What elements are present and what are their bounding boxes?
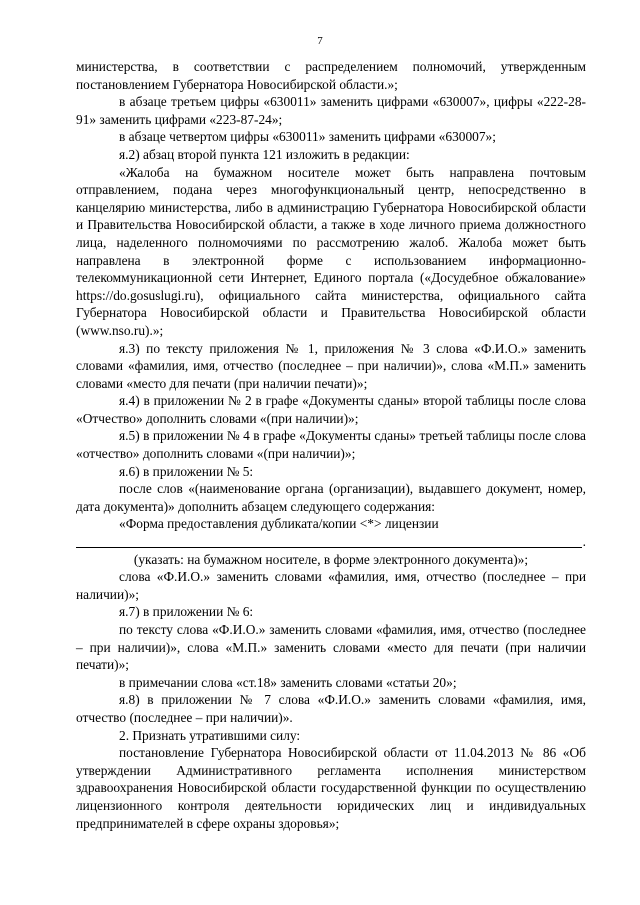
paragraph: в примечании слова «ст.18» заменить словами «статьи 20»; xyxy=(119,674,457,690)
paragraph: в абзаце третьем цифры «630011» заменить цифрами «630007», цифры «222-28-91» заменить цифрами «223-87-24»; xyxy=(76,94,586,127)
fill-in-blank-line xyxy=(76,533,586,551)
paragraph: 2. Признать утратившими силу: xyxy=(119,727,301,743)
paragraph: я.2) абзац второй пункта 121 изложить в редакции: xyxy=(119,146,410,162)
blank-line-end-mark: . xyxy=(582,534,586,550)
paragraph: «Форма предоставления дубликата/копии <*> лицензии xyxy=(119,516,439,532)
paragraph: по тексту слова «Ф.И.О.» заменить словами «фамилия, имя, отчество (последнее – при наличии)», слова «М.П.» заменить словами «место для печати (при наличии печати)»; xyxy=(76,622,586,673)
paragraph: я.6) в приложении № 5: xyxy=(119,463,254,479)
blank-underline xyxy=(76,547,582,548)
paragraph: министерства, в соответствии с распределением полномочий, утвержденным постановлением Губернатора Новосибирской области.»; xyxy=(76,59,586,92)
paragraph: я.8) в приложении № 7 слова «Ф.И.О.» заменить словами «фамилия, имя, отчество (последнее – при наличии)». xyxy=(76,692,586,725)
paragraph: я.7) в приложении № 6: xyxy=(119,604,254,620)
page-number: 7 xyxy=(317,35,323,47)
paragraph: «Жалоба на бумажном носителе может быть направлена почтовым отправлением, подана через многофункциональный центр, непосредственно в канцелярию министерства, либо в администрацию Губернатора Новосибирской области и Правительства Новосибирской области, а также в ходе личного приема должностного лица, наделенного полномочиями по рассмотрению жалоб. Жалоба может быть направлена в электронной форме с использованием информационно-телекоммуникационной сети Интернет, Единого портала («Досудебное обжалование» https://do.gosuslugi.ru), официального сайта министерства, официального сайта Губернатора Новосибирской области и Правительства Новосибирской области (www.nso.ru).»; xyxy=(76,164,586,338)
paragraph: я.3) по тексту приложения № 1, приложения № 3 слова «Ф.И.О.» заменить словами «фамилия, имя, отчество (последнее – при наличии)», слова «М.П.» заменить словами «место для печати (при наличии печати)»; xyxy=(76,340,586,391)
paragraph: в абзаце четвертом цифры «630011» заменить цифрами «630007»; xyxy=(119,129,496,145)
document-body xyxy=(76,58,586,832)
paragraph: после слов «(наименование органа (организации), выдавшего документ, номер, дата документа)» дополнить абзацем следующего содержания: xyxy=(76,481,586,514)
paragraph: слова «Ф.И.О.» заменить словами «фамилия, имя, отчество (последнее – при наличии)»; xyxy=(76,569,586,602)
paragraph: постановление Губернатора Новосибирской области от 11.04.2013 № 86 «Об утверждении Административного регламента исполнения министерством здравоохранения Новосибирской области государственной функции по осуществлению лицензионного контроля деятельности юридических лиц и индивидуальных предпринимателей в сфере охраны здоровья»; xyxy=(76,745,586,831)
blank-line-caption: (указать: на бумажном носителе, в форме электронного документа)»; xyxy=(133,551,529,567)
paragraph: я.5) в приложении № 4 в графе «Документы сданы» третьей таблицы после слова «отчество» дополнить словами «(при наличии)»; xyxy=(76,428,586,462)
paragraph: я.4) в приложении № 2 в графе «Документы сданы» второй таблицы после слова «Отчество» дополнить словами «(при наличии)»; xyxy=(76,393,586,426)
